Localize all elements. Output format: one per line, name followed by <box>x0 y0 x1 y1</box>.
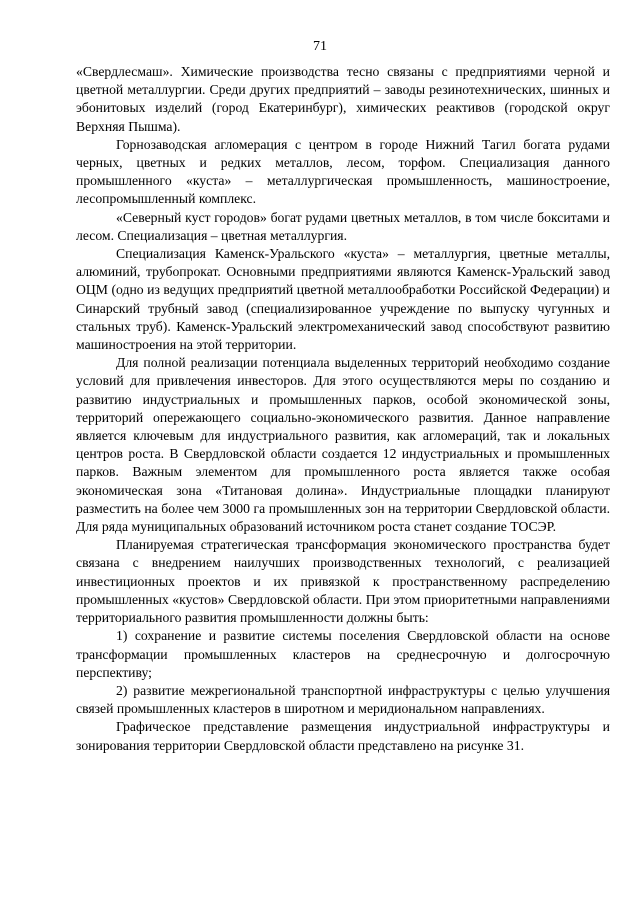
paragraph: «Свердлесмаш». Химические производства тесно связаны с предприятиями черной и цветной металлургии. Среди других предприятий – заводы резинотехнических, шинных и эбонитовых изделий (город Екатеринбург), химических реактивов (городской округ Верхняя Пышма). <box>76 64 610 134</box>
paragraph: Графическое представление размещения индустриальной инфраструктуры и зонирования территории Свердловской области представлено на рисунке 31. <box>76 719 610 753</box>
paragraph: Планируемая стратегическая трансформация экономического пространства будет связана с внедрением наилучших производственных технологий, с реализацией инвестиционных проектов и их привязкой к пространственному распределению промышленных «кустов» Свердловской области. При этом приоритетными направлениями территориального развития промышленности должны быть: <box>76 537 610 626</box>
list-item: 1) сохранение и развитие системы поселения Свердловской области на основе трансформации промышленных кластеров на среднесрочную и долгосрочную перспективу; <box>76 628 610 680</box>
paragraph: Горнозаводская агломерация с центром в городе Нижний Тагил богата рудами черных, цветных и редких металлов, лесом, торфом. Специализация данного промышленного «куста» – металлургическая промышленность, машиностроение, лесопромышленный комплекс. <box>76 136 610 207</box>
paragraph: Для полной реализации потенциала выделенных территорий необходимо создание условий для привлечения инвесторов. Для этого осуществляются меры по созданию и развитию индустриальных и промышленных парков, особой экономической зоны, территорий опережающего социально-экономического развития. Данное направление является ключевым для индустриального развития, как агломераций, так и локальных центров роста. В Свердловской области создается 12 индустриальных и промышленных парков. Важным элементом для промышленного роста является также особая экономическая зона «Титановая долина». Индустриальные площадки планируют разместить на более чем 3000 га промышленных зон на территории Свердловской области. Для ряда муниципальных образований источником роста станет создание ТОСЭР. <box>76 355 610 535</box>
list-item: 2) развитие межрегиональной транспортной инфраструктуры с целью улучшения связей промышленных кластеров в широтном и меридиональном направлениях. <box>76 682 610 717</box>
paragraph: «Северный куст городов» богат рудами цветных металлов, в том числе бокситами и лесом. Специализация – цветная металлургия. <box>76 209 610 243</box>
document-body <box>76 63 610 755</box>
page-number: 71 <box>313 39 327 54</box>
paragraph: Специализация Каменск-Уральского «куста» – металлургия, цветные металлы, алюминий, трубопрокат. Основными предприятиями являются Каменск-Уральский завод ОЦМ (одно из ведущих предприятий цветной металлообработки Российской Федерации) и Синарский трубный завод (специализированное учреждение по выпуску чугунных и стальных труб). Каменск-Уральский электромеханический завод способствуют развитию машиностроения на этой территории. <box>76 246 610 353</box>
